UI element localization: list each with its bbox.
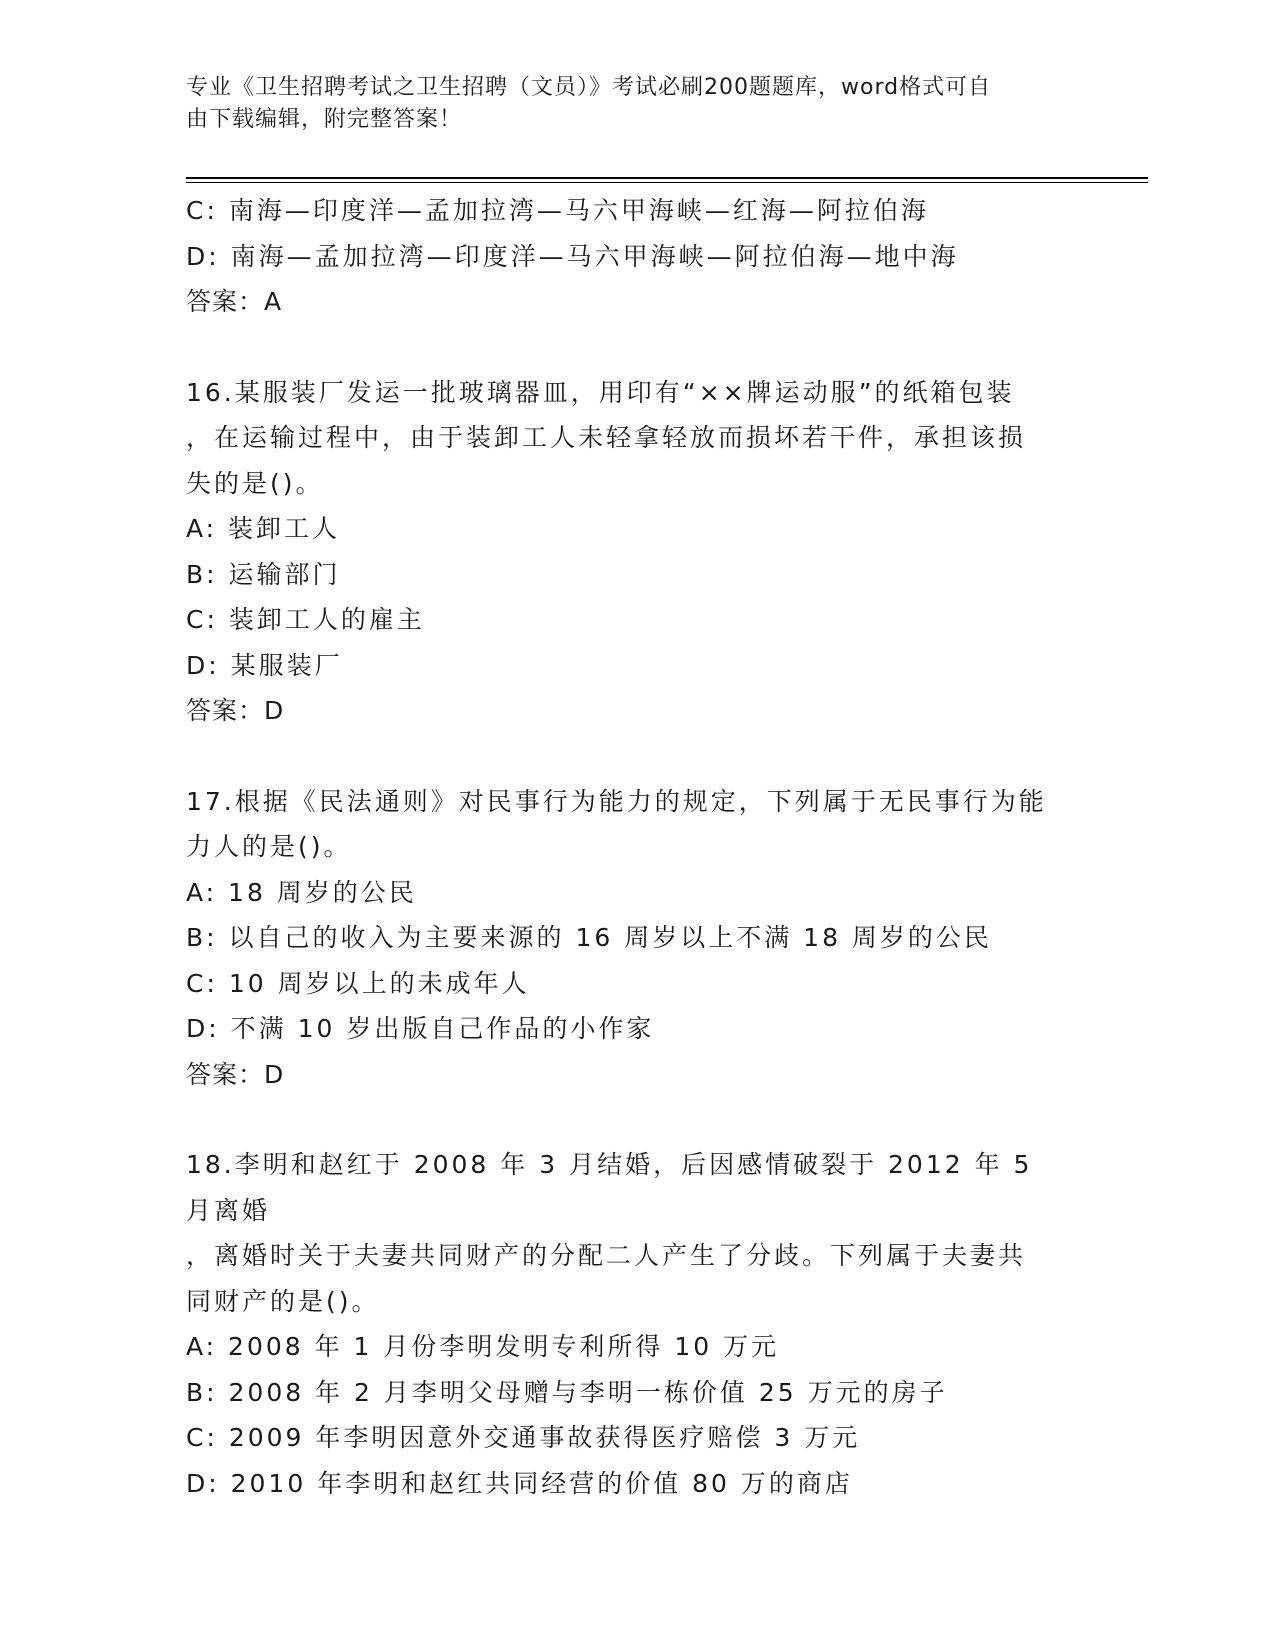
spacer <box>186 325 1086 370</box>
option-a: A: 18 周岁的公民 <box>186 877 417 907</box>
option-d: D: 2010 年李明和赵红共同经营的价值 80 万的商店 <box>186 1468 853 1498</box>
header-divider-thin <box>186 182 1148 183</box>
question-18 <box>186 1142 1086 1506</box>
spacer <box>186 734 1086 779</box>
document-header <box>186 72 1066 136</box>
answer-line: 答案：D <box>186 696 285 725</box>
option-d: D: 不满 10 岁出版自己作品的小作家 <box>186 1014 655 1043</box>
question-text-line: 16.某服装厂发运一批玻璃器皿，用印有“××牌运动服”的纸箱包装 <box>186 377 1015 407</box>
option-b: B: 2008 年 2 月李明父母赠与李明一栋价值 25 万元的房子 <box>186 1377 948 1407</box>
header-divider-thick <box>186 177 1148 179</box>
question-text-line: 17.根据《民法通则》对民事行为能力的规定，下列属于无民事行为能 <box>186 786 1047 816</box>
question-15-tail <box>186 188 1086 325</box>
header-line-2: 由下载编辑，附完整答案！ <box>186 107 463 132</box>
option-b: B: 以自己的收入为主要来源的 16 周岁以上不满 18 周岁的公民 <box>186 923 992 952</box>
answer-line: 答案：A <box>186 287 283 316</box>
question-16 <box>186 370 1086 734</box>
spacer <box>186 1097 1086 1142</box>
header-line-1: 专业《卫生招聘考试之卫生招聘（文员）》考试必刷200题题库，word格式可自 <box>186 75 992 100</box>
option-a: A: 2008 年 1 月份李明发明专利所得 10 万元 <box>186 1332 780 1361</box>
question-text-line: ，在运输过程中，由于装卸工人未轻拿轻放而损坏若干件，承担该损 <box>186 423 1027 452</box>
question-text-line: 失的是()。 <box>186 468 324 498</box>
question-text-line: 力人的是()。 <box>186 832 352 861</box>
document-body <box>186 188 1086 1506</box>
question-text-line: 18.李明和赵红于 2008 年 3 月结婚，后因感情破裂于 2012 年 5 月离婚 <box>186 1150 1033 1225</box>
option-d: D: 南海—孟加拉湾—印度洋—马六甲海峡—阿拉伯海—地中海 <box>186 241 959 271</box>
option-c: C: 南海—印度洋—孟加拉湾—马六甲海峡—红海—阿拉伯海 <box>186 196 929 225</box>
answer-line: 答案：D <box>186 1059 285 1089</box>
option-c: C: 10 周岁以上的未成年人 <box>186 968 530 998</box>
option-b: B: 运输部门 <box>186 559 341 589</box>
question-17 <box>186 779 1086 1098</box>
question-text-line: 同财产的是()。 <box>186 1286 380 1316</box>
option-c: C: 2009 年李明因意外交通事故获得医疗赔偿 3 万元 <box>186 1423 861 1452</box>
option-a: A: 装卸工人 <box>186 514 341 543</box>
option-c: C: 装卸工人的雇主 <box>186 605 425 634</box>
question-text-line: ，离婚时关于夫妻共同财产的分配二人产生了分歧。下列属于夫妻共 <box>186 1241 1027 1270</box>
option-d: D: 某服装厂 <box>186 650 343 680</box>
